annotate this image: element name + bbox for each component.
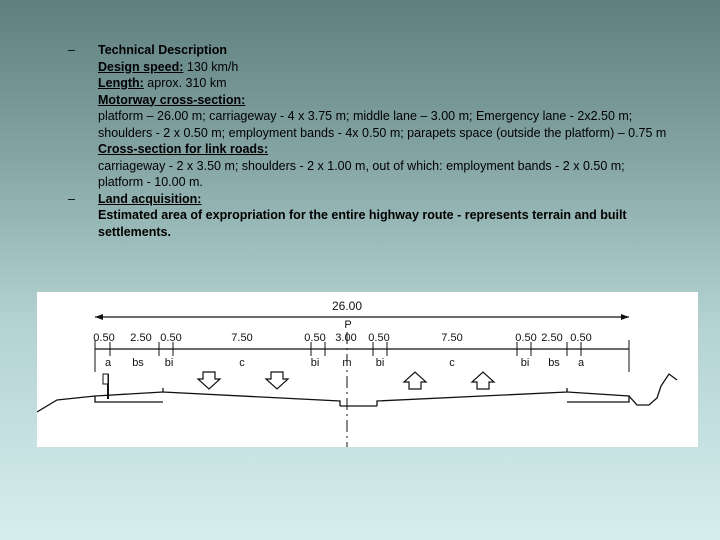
arrow-right-icon <box>621 314 629 320</box>
length-label: Length: <box>98 76 144 90</box>
width-label: 3.00 <box>335 332 357 344</box>
arrow-left-icon <box>95 314 103 320</box>
width-label: 0.50 <box>515 332 537 344</box>
motorway-cross-section-text: platform – 26.00 m; carriageway - 4 x 3.75 m; middle lane – 3.00 m; Emergency lane - 2x2.50 m; shoulders - 2 x 0.50 m; employment bands - 4x 0.50 m; parapets space (outside the platform) – 0.75 m <box>98 109 667 140</box>
down-arrow-icon <box>266 372 288 389</box>
segment-code: a <box>104 357 112 369</box>
design-speed-value: 130 km/h <box>183 59 239 74</box>
width-label: 0.50 <box>570 332 592 344</box>
width-label: 7.50 <box>231 332 253 344</box>
land-acquisition-item <box>68 191 668 241</box>
road-profile <box>37 374 677 412</box>
design-speed-label: Design speed: <box>98 59 184 74</box>
dash-bullet-icon: – <box>68 191 75 206</box>
segment-code: bs <box>548 357 560 369</box>
motorway-cross-section-label: Motorway cross-section: <box>98 92 246 107</box>
width-label: 0.50 <box>304 332 326 344</box>
down-arrow-icon <box>198 372 220 389</box>
segment-code: bs <box>132 357 144 369</box>
segment-code: bi <box>375 357 385 369</box>
width-label: 0.50 <box>93 332 115 344</box>
link-roads-label: Cross-section for link roads: <box>98 142 269 156</box>
width-label: 0.50 <box>160 332 182 344</box>
technical-description-title: Technical Description <box>98 43 227 57</box>
width-label: 2.50 <box>541 332 563 344</box>
segment-code: bi <box>164 357 174 369</box>
total-width-label: 26.00 <box>331 299 363 313</box>
cross-section-drawing <box>37 292 698 447</box>
technical-description-item <box>68 42 668 191</box>
length-value: aprox. 310 km <box>143 76 227 90</box>
segment-code: bi <box>520 357 530 369</box>
land-acquisition-text: Estimated area of expropriation for the entire highway route - represents terrain and built settlements. <box>98 208 627 239</box>
segment-code: a <box>577 357 585 369</box>
land-acquisition-title: Land acquisition: <box>98 191 202 206</box>
segment-code: c <box>239 357 245 369</box>
segment-code: bi <box>310 357 320 369</box>
segment-code: c <box>449 357 455 369</box>
segment-code: m <box>342 357 352 369</box>
dash-bullet-icon: – <box>68 43 75 57</box>
length-line <box>98 75 668 92</box>
link-roads-text: carriageway - 2 x 3.50 m; shoulders - 2 x 1.00 m, out of which: employment bands - 2 x 0.50 m; platform - 10.00 m. <box>98 158 625 189</box>
cross-section-svg <box>37 292 698 447</box>
up-arrow-icon <box>404 372 426 389</box>
design-speed-line <box>98 59 668 76</box>
width-label: 0.50 <box>368 332 390 344</box>
up-arrow-icon <box>472 372 494 389</box>
width-label: 7.50 <box>441 332 463 344</box>
axis-p-label: P <box>344 319 352 331</box>
description-list <box>68 42 668 240</box>
width-label: 2.50 <box>130 332 152 344</box>
